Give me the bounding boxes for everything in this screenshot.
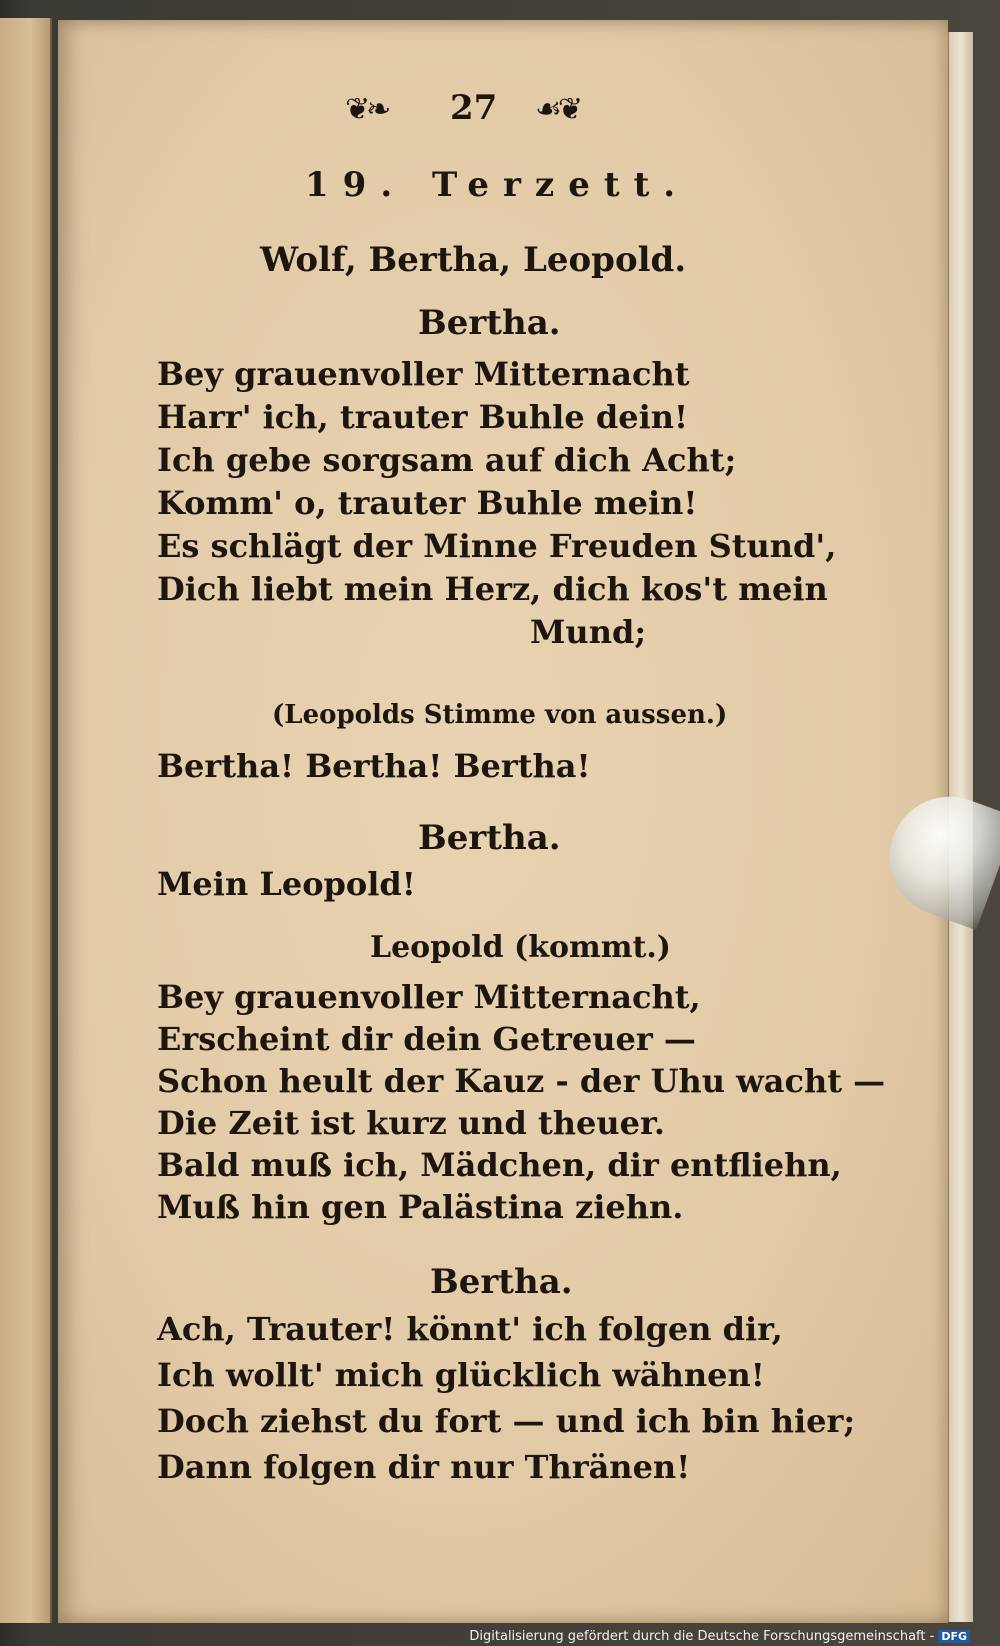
- number-title: 19. Terzett.: [305, 165, 690, 205]
- verse-line: Ich gebe sorgsam auf dich Acht;: [157, 441, 737, 479]
- verse-line: Ach, Trauter! könnt' ich folgen dir,: [157, 1310, 783, 1348]
- verse-line-continuation: Mund;: [530, 613, 647, 651]
- digitization-credit: [469, 1629, 970, 1644]
- verse-line: Doch ziehst du fort — und ich bin hier;: [157, 1402, 856, 1440]
- verse-line: Muß hin gen Palästina ziehn.: [157, 1188, 684, 1226]
- left-page-edge: [0, 18, 52, 1623]
- stage-direction: (Leopolds Stimme von aussen.): [272, 700, 728, 730]
- verse-line: Es schlägt der Minne Freuden Stund',: [157, 527, 837, 565]
- speaker-heading: Bertha.: [418, 303, 561, 343]
- verse-line: Schon heult der Kauz - der Uhu wacht —: [157, 1062, 886, 1100]
- verse-line: Dich liebt mein Herz, dich kos't mein: [157, 570, 828, 608]
- verse-line: Bertha! Bertha! Bertha!: [157, 747, 591, 785]
- left-ornament-icon: ❦❧: [345, 92, 388, 127]
- verse-line: Komm' o, trauter Buhle mein!: [157, 484, 698, 522]
- verse-line: Bey grauenvoller Mitternacht: [157, 355, 690, 393]
- verse-line: Die Zeit ist kurz und theuer.: [157, 1104, 666, 1142]
- verse-line: Dann folgen dir nur Thränen!: [157, 1448, 691, 1486]
- speaker-heading: Bertha.: [430, 1262, 573, 1302]
- verse-line: Erscheint dir dein Getreuer —: [157, 1020, 696, 1058]
- speaker-heading: Leopold (kommt.): [370, 930, 671, 965]
- right-ornament-icon: ☙❦: [535, 92, 580, 127]
- dfg-logo: DFG: [938, 1630, 970, 1643]
- characters-heading: Wolf, Bertha, Leopold.: [260, 240, 687, 280]
- speaker-heading: Bertha.: [418, 818, 561, 858]
- verse-line: Bey grauenvoller Mitternacht,: [157, 978, 701, 1016]
- verse-line: Mein Leopold!: [157, 865, 416, 903]
- verse-line: Bald muß ich, Mädchen, dir entfliehn,: [157, 1146, 842, 1184]
- verse-line: Ich wollt' mich glücklich wähnen!: [157, 1356, 765, 1394]
- verse-line: Harr' ich, trauter Buhle dein!: [157, 398, 689, 436]
- page-number: 27: [450, 88, 498, 128]
- credit-text: Digitalisierung gefördert durch die Deutsche Forschungsgemeinschaft -: [469, 1629, 935, 1644]
